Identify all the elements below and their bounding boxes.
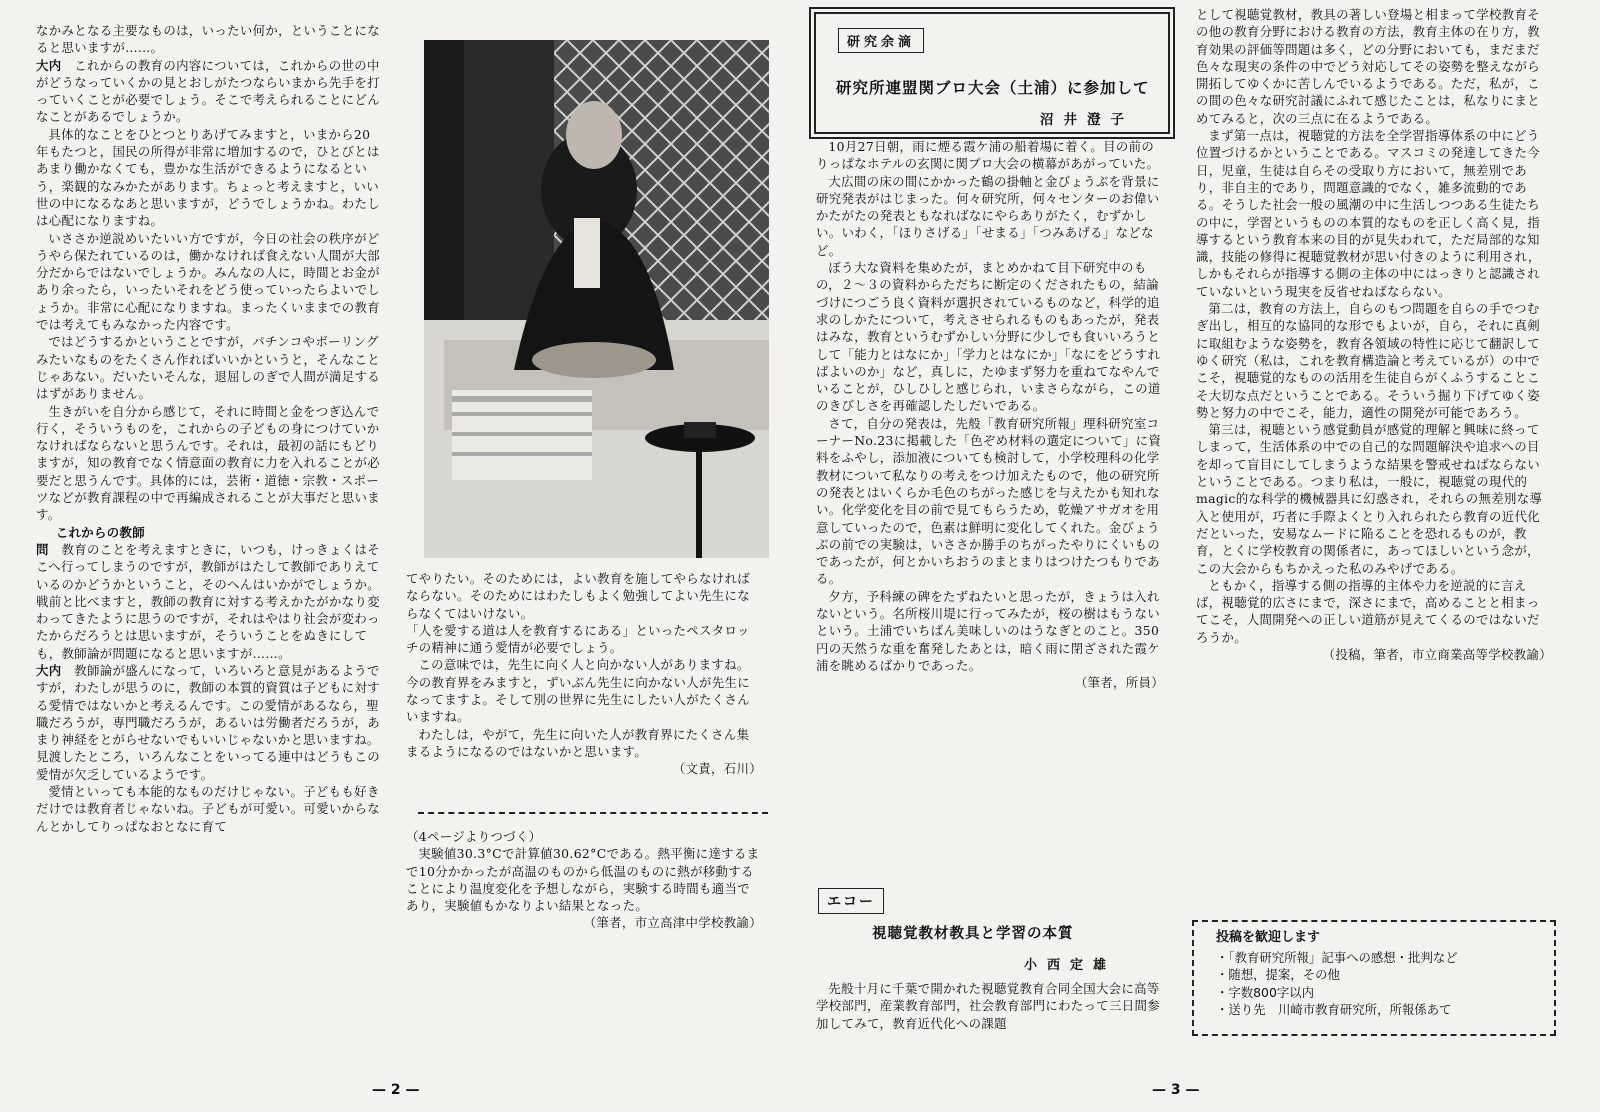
paragraph bbox=[36, 662, 382, 783]
continued-article-column bbox=[406, 828, 762, 998]
speaker-label: 問 bbox=[36, 541, 49, 557]
byline: （投稿，筆者，市立商業高等学校教諭） bbox=[1322, 646, 1552, 662]
paragraph: 先般十月に千葉で開かれた視聴覚教育合同全国大会に高等学校部門，産業教育部門，社会教育部門にわたって三日間参加してみて，教育近代化への課題 bbox=[816, 981, 1160, 1031]
kenkyu-header-box bbox=[814, 12, 1170, 134]
echo-title: 視聴覚教材教具と学習の本質 bbox=[872, 926, 1074, 942]
paragraph bbox=[36, 541, 382, 662]
portrait-photo bbox=[424, 40, 769, 558]
echo-tag: エコー bbox=[818, 888, 884, 914]
article-title: 研究所連盟関ブロ大会（土浦）に参加して bbox=[836, 79, 1150, 97]
kenkyu-article-column bbox=[816, 138, 1164, 873]
notice-item: ・随想，提案，その他 bbox=[1216, 967, 1340, 982]
paragraph: 第二は，教育の方法上，自らのもつ問題を自らの手でつむぎ出し，相互的な協同的な形でもよいが，自ら，それに真剣に取組むような姿勢を，教育各領域の特性に応じて翻訳してゆく研究（私は，これを教育構造論と考えているが）の中でこそ，視聴覚的なものの活用を生徒自らがくふうすることこそ大切な点だということである。そういう掘り下げてゆく姿勢と努力の中でこそ，能力，適性の開発が可能であろう。 bbox=[1196, 301, 1540, 420]
interview-column-1 bbox=[36, 22, 382, 1037]
speech-text: 教師論が盛んになって，いろいろと意見があるようですが，わたしが思うのに，教師の本質的資質は子どもに対する愛情ではないかと考えるんです。この愛情があるなら，聖職だろうが，専門職だろうが，あるいは労働者だろうが，あまり神経をとがらせないでもいいじゃないかと思いますね。見渡したところ，いろんなことをいってる連中はどうもこの愛情が欠乏しているようです。 bbox=[36, 662, 380, 782]
notice-item: ・送り先 川崎市教育研究所，所報係あて bbox=[1216, 1002, 1452, 1017]
paragraph bbox=[36, 57, 382, 126]
echo-article-column bbox=[1196, 6, 1552, 912]
paragraph: まず第一点は，視聴覚的方法を全学習指導体系の中にどう位置づけるかということである。マスコミの発達してきた今日，児童，生徒は自らその受取り方において，無差別であり，非自主的であり，問題意識的でなく，雑多流動的である。そうした社会一般の風潮の中に生活しつつある生徒たちの中に，学習というものの本質的なものを正しく高く見，指導するという教育本来の目的が見失われて，ただ局部的な知識，技能の修得に視聴覚教材が思い付きのように利用され，しかもそれらが指導する側の主体の中にはっきりと認識されていないという現実を反省せねばならない。 bbox=[1196, 128, 1541, 299]
byline: （筆者，市立高津中学校教諭） bbox=[583, 915, 762, 931]
notice-item: ・「教育研究所報」記事への感想・批判など bbox=[1216, 949, 1458, 965]
page-number-left: — 2 — bbox=[372, 1082, 420, 1098]
subheading: これからの教師 bbox=[55, 524, 146, 540]
paragraph: 10月27日朝，雨に煙る霞ケ浦の船着場に着く。目の前のりっぱなホテルの玄関に関ブロ大会の横幕があがっていた。 bbox=[816, 139, 1160, 172]
article-author: 沼井澄子 bbox=[1040, 112, 1134, 128]
paragraph: てやりたい。そのためには，よい教育を施してやらなければならない。そのためにはわたしもよく勉強してよい先生にならなくてはいけない。 bbox=[406, 571, 750, 621]
paragraph: さて，自分の発表は，先般「教育研究所報」理科研究室コーナーNo.23に掲載した「色ぞめ材料の選定について」に資料をふやし，添加液についても検討して，小学校理科の化学教材について私なりの考えをつけ加えたもので，他の研究所の発表とはいくらか毛色のちがった感じを与えたかも知れない。化学変化を目の前で見てもらうため，乾燥アサガオを用意していったので，色素は鮮明に変化してくれた。金びょうぶの前での実験は，いささか勝手のちがったやりにくいものであったが，何とかいちおうのまとまりはつけたつもりである。 bbox=[816, 415, 1162, 587]
paragraph: として視聴覚教材，教具の著しい登場と相まって学校教育その他の教育分野における教育の方法，教育主体の在り方，教育効果の評価等問題は多く，どの分野においても，まだまだ色々な現実の条件の中でどう対応してその姿勢を整えながら開拓してゆくかに苦しんでいるようである。ただ，私が，この間の色々な研究討議にふれて感じたことは，私なりにまとめてみると，次の三点に在るようである。 bbox=[1196, 7, 1540, 126]
paragraph: 生きがいを自分から感じて，それに時間と金をつぎ込んで行く，そういうものを，これからの子どもの身につけていかなければならないと思うんです。それは，最初の話にもどりますが，知の教育でなく情意面の教育に力を入れることが必要だと思うんです。具体的には，芸術・道徳・宗教・スポーツなどが教育課程の中で再編成されることが大事だと思います。 bbox=[36, 403, 380, 523]
paragraph: 夕方，予科練の碑をたずねたいと思ったが，きょうは入れないという。名所桜川堤に行ってみたが，桜の樹はもうないという。土浦でいちばん美味しいのはうなぎとのこと。350円の天然うな重を奮発したあとは，暗く雨に閉ざされた霞ケ浦を眺めるばかりであった。 bbox=[816, 588, 1160, 673]
interview-column-2 bbox=[406, 570, 762, 805]
echo-article-text bbox=[816, 980, 1164, 1040]
byline: （筆者，所員） bbox=[1074, 675, 1164, 691]
paragraph: ともかく，指導する側の指導的主体や力を逆説的に言えば，視聴覚的広さにまで，深さにまで，高めることと相まってこそ，人間開発への正しい道筋が見えてくるのではないだろうか。 bbox=[1196, 577, 1540, 645]
section-divider bbox=[418, 812, 768, 814]
notice-item: ・字数800字以内 bbox=[1216, 984, 1314, 1000]
speech-text: 教育のことを考えますときに，いつも，けっきょくはそこへ行ってしまうのですが，教師がはたして教師でありえているのかどうかということ，そのへんはいかがでしょうか。戦前と比べますと，教師の教育に対する考えかたがかなり変わってきたように思うのですが，それはやはり社会が変わったからだろうとは思いますが，そういうことをぬきにしても，教師論が問題になると思いますが……。 bbox=[36, 541, 381, 661]
paragraph: （4ページよりつづく） bbox=[406, 829, 542, 844]
paragraph: なかみとなる主要なものは，いったい何か，ということになると思いますが……。 bbox=[36, 23, 380, 56]
paragraph: ぼう大な資料を集めたが，まとめかねて目下研究中のもの，２～３の資料からただちに断定のくだされたもの，結論づけにつごう良く資料が選択されているものなど，科学的追求のしかたについて，考えさせられるものもあったが，発表はみな，教育というむずかしい分野に少しでも食いいろうとして「能力とはなにか」「学力とはなにか」「なにをどうすればよいのか」など，真しに，たゆまず努力を重ねてなやんでいることが，ひしひしと感じられ，いまさらながら，この道のきびしさを再確認したしだいである。 bbox=[816, 260, 1161, 414]
paragraph: 愛情といっても本能的なものだけじゃない。子どもも好きだけでは教育者じゃないね。子どもが可愛い。可愛いからなんとかしてりっぱなおとなに育て bbox=[36, 784, 380, 834]
speaker-label: 大内 bbox=[36, 57, 62, 73]
speech-text: これからの教育の内容については，これからの世の中がどうなっていくかの見とおしがたつならいまから先手を打っていくことが必要でしょう。そこで考えられることにどんなことがあるでしょうか。 bbox=[36, 57, 380, 125]
paragraph: ではどうするかということですが，パチンコやボーリングみたいなものをたくさん作ればいいかというと，そんなことじゃあない。だいたいそんな，退屈しのぎで人間が満足するはずがありません。 bbox=[36, 334, 380, 402]
notice-title: 投稿を歓迎します bbox=[1216, 930, 1321, 945]
section-tag: 研究余滴 bbox=[838, 28, 924, 53]
paragraph: 具体的なことをひとつとりあげてみますと，いまから20年もたつと，国民の所得が非常に増加するので，ひとびとはあまり働かなくても，豊かな生活ができるようになるという，楽観的なみかたがあります。ちょっと考えますと，いい世の中になるなあと思いますが，どうでしょうかね。わたしは心配になりますね。 bbox=[36, 126, 380, 229]
photo-illustration bbox=[424, 40, 769, 558]
paragraph: 大広間の床の間にかかった鶴の掛軸と金びょうぶを背景に研究発表がはじまった。何々研究所，何々センターのお偉いかたがたの発表ともなればなにやらありがたく，むずかしい。いわく，「ほりさげる」「せまる」「つみあげる」などなど。 bbox=[816, 173, 1160, 258]
speaker-label: 大内 bbox=[36, 662, 62, 678]
paragraph: いささか逆説めいたいい方ですが，今日の社会の秩序がどうやら保たれているのは，働かなければ食えない人間が大部分だからではないでしょうか。みんなの人に，時間とお金があり余ったら，いったいそれをどう使っていったらよいでしょうか。非常に心配になりますね。まったくいままでの教育では考えてもみなかった内容です。 bbox=[36, 230, 380, 333]
notice-list bbox=[1194, 949, 1554, 1019]
paragraph: 実験値30.3°Cで計算値30.62°Cである。熱平衡に達するまで10分かかったが高温のものから低温のものに熱が移動することにより温度変化を予想しながら，実験する時間も適当であり，実験値もかなりよい結果となった。 bbox=[406, 846, 760, 914]
byline: （文責，石川） bbox=[672, 761, 762, 777]
paragraph: わたしは，やがて，先生に向いた人が教育界にたくさん集まるようになるのではないかと思います。 bbox=[406, 726, 750, 759]
paragraph: 第三は，視聴という感覚動員が感覚的理解と興味に終ってしまって，生活体系の中での自己的な問題解決や追求への目を却って盲目にしてしまうような結果を警戒せねばならないということである。つまり私は，一般に，視聴覚の現代的magic的な科学的機械器具に幻惑され，それらの無差別な導入と使用が，巧者に手際よくとり入れられたら教育の近代化だといった，安易なムードに陥ることを恐れるものが，教育，とくに学校教育の関係者に，あってほしいという念が，この大会からもちかえった私のみやげである。 bbox=[1196, 422, 1543, 576]
paragraph: 「人を愛する道は人を教育するにある」といったペスタロッチの精神に通う愛情が必要でしょう。 bbox=[406, 622, 750, 656]
page-number-right: — 3 — bbox=[1152, 1082, 1200, 1098]
echo-author: 小西定雄 bbox=[1024, 958, 1117, 973]
paragraph: この意味では，先生に向く人と向かない人がありますね。今の教育界をみますと，ずいぶん先生に向かない人が先生になってますよ。そして別の世界に先生にしたい人がたくさんいますね。 bbox=[406, 657, 750, 725]
contribution-notice-box bbox=[1192, 920, 1556, 1036]
